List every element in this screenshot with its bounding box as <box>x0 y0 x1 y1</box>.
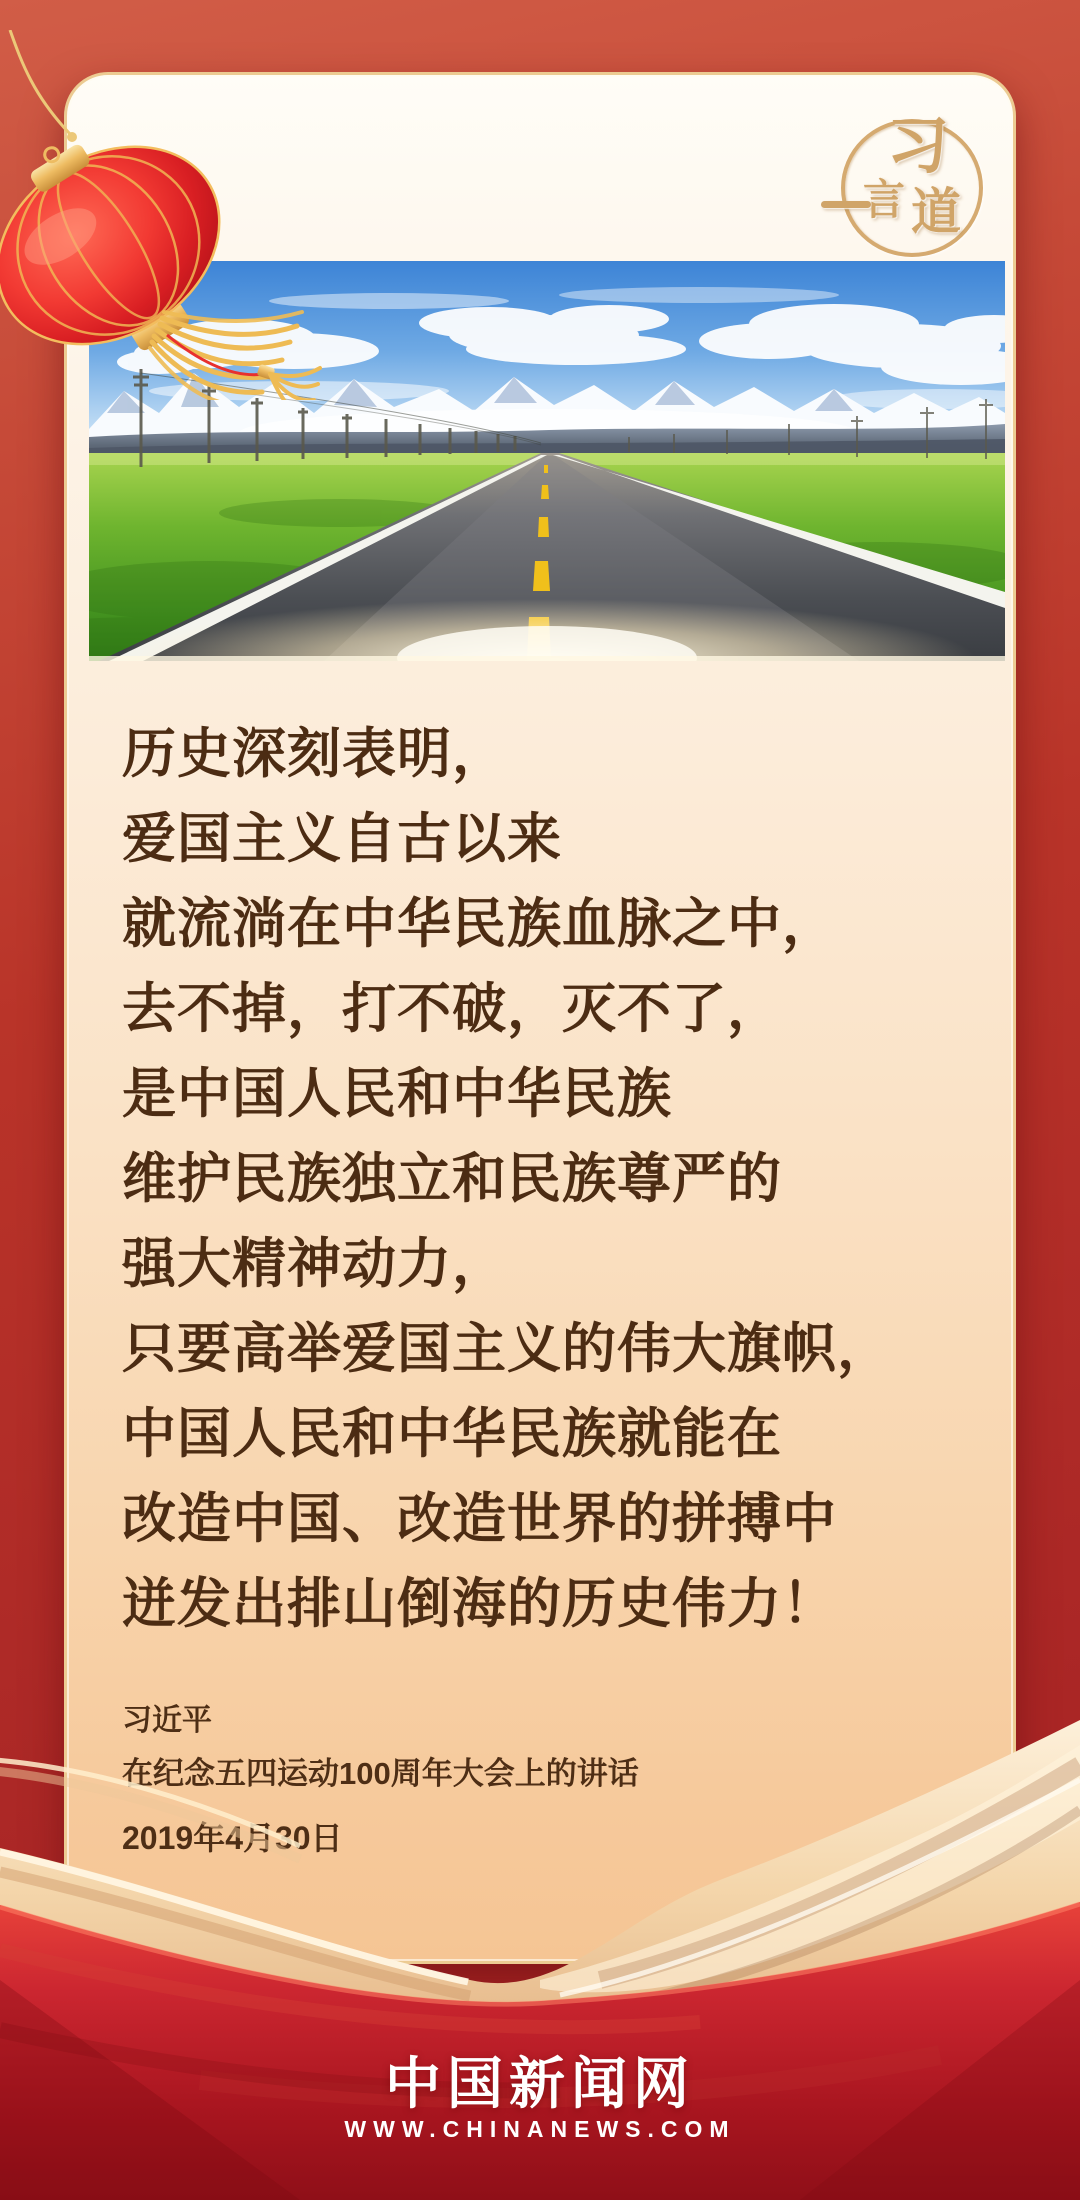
lantern-body <box>0 86 266 400</box>
attribution-source: 在纪念五四运动100周年大会上的讲话 <box>122 1756 639 1791</box>
quote-line: 迸发出排山倒海的历史伟力！ <box>122 1574 837 1634</box>
quote-line: 历史深刻表明， <box>122 724 507 784</box>
red-lantern-icon <box>0 30 322 400</box>
xi-yan-dao-badge <box>837 109 989 263</box>
quote-line: 去不掉，打不破，灭不了， <box>122 979 782 1039</box>
lantern-tassel-2 <box>270 368 320 400</box>
badge-char-dao: 道 <box>911 182 961 241</box>
site-url: WWW.CHINANEWS.COM <box>344 2116 736 2142</box>
attribution-author: 习近平 <box>122 1704 212 1737</box>
hanging-string <box>10 30 70 134</box>
quote-line: 强大精神动力， <box>122 1234 507 1294</box>
badge-char-xi: 习 <box>887 109 950 182</box>
quote-line: 是中国人民和中华民族 <box>122 1064 672 1124</box>
quote-line: 就流淌在中华民族血脉之中， <box>122 894 837 954</box>
badge-char-yan: 言 <box>863 175 906 224</box>
quote-text <box>122 712 994 1647</box>
site-logo: 中国新闻网 <box>385 2051 695 2117</box>
attribution-date: 2019年4月30日 <box>122 1820 343 1856</box>
quote-line: 改造中国、改造世界的拼搏中 <box>122 1489 837 1549</box>
quote-line: 维护民族独立和民族尊严的 <box>122 1149 782 1209</box>
quote-line: 爱国主义自古以来 <box>122 809 562 869</box>
quote-line: 中国人民和中华民族就能在 <box>122 1404 782 1464</box>
quote-line: 只要高举爱国主义的伟大旗帜， <box>122 1319 892 1379</box>
